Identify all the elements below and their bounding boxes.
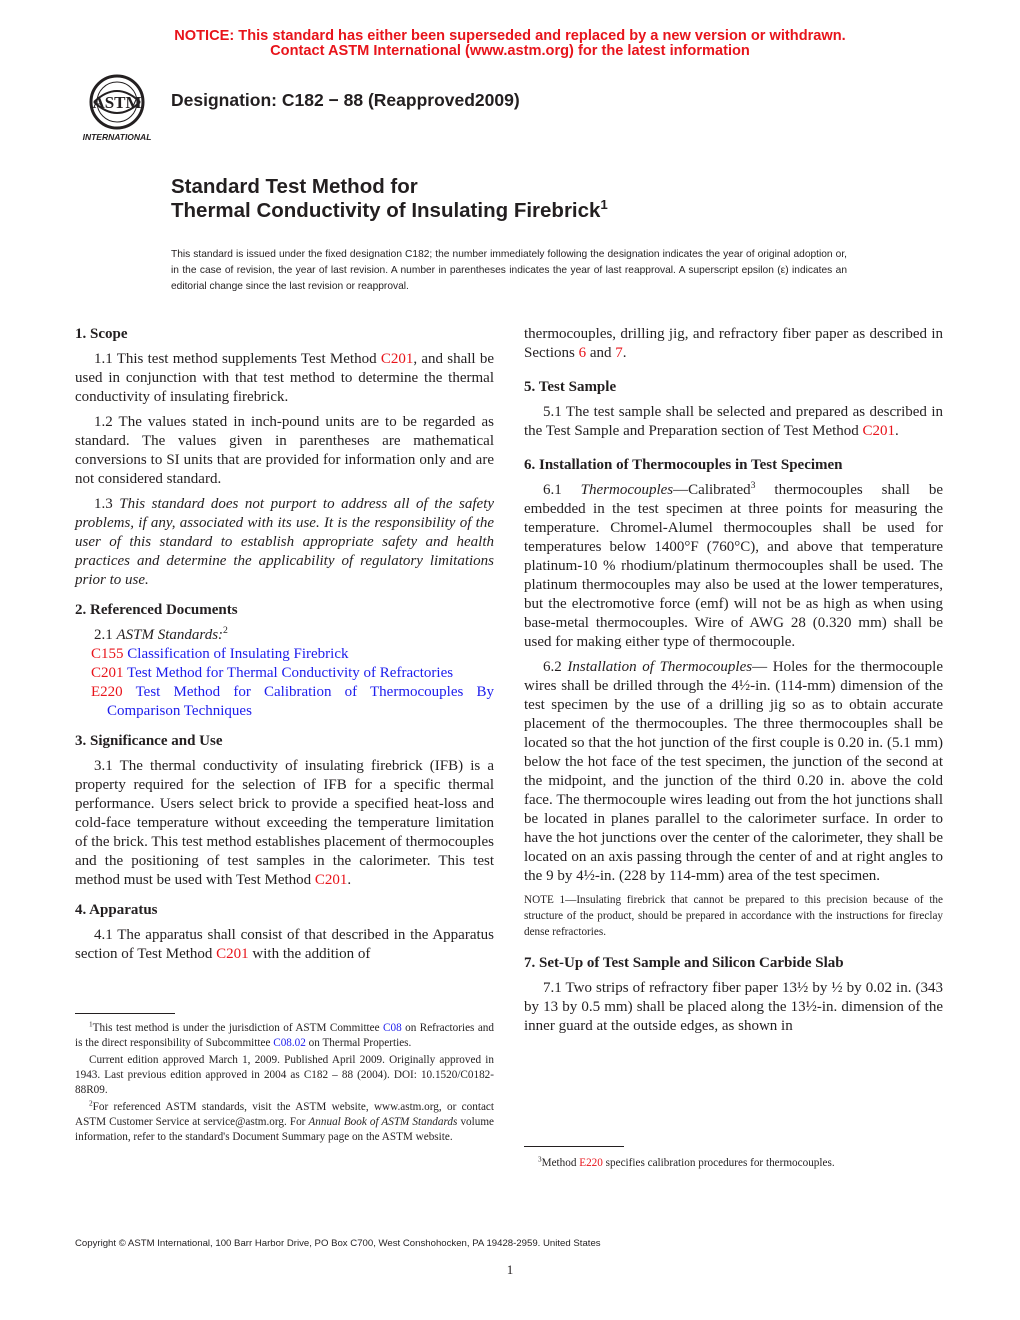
footnote-3-text-b: specifies calibration procedures for thermocouples.: [602, 1157, 835, 1169]
para-4-1: [75, 926, 494, 964]
para-2-1-text: ASTM Standards:: [116, 627, 224, 643]
ref-c201-code[interactable]: C201: [91, 665, 124, 681]
footnotes-left: [75, 1021, 494, 1145]
link-section-6[interactable]: 6: [578, 345, 587, 361]
astm-logo-mark: [74, 72, 160, 144]
footnote-1-text-c: on Thermal Properties.: [305, 1037, 412, 1049]
para-6-2-text: — Holes for the thermocouple wires shall be drilled through the 4½-in. (114-mm) dimension of the test specimen by the use of a drilling jig so as to obtain accurate placement of the thermocouples. The three thermocouples shall be located so that the hot junction of the first couple is 0.20 in. (5.1 mm) below the hot face of the test specimen, the junction of the second at the midpoint, and the junction of the third 0.20 in. above the cold face. The thermocouple wires leading out from the hot junctions shall be located in planes parallel to the calorimeter surface. In order to have the hot junctions over the center of the calorimeter, they shall be located on an axis passing through the center of and at right angles to the 9 by 4½-in. (228 by 114-mm) area of the test specimen.: [524, 659, 944, 884]
link-c08[interactable]: C08: [383, 1022, 402, 1034]
footnote-1-text-b: on Refractories and is the direct responsibility of Subcommittee: [75, 1022, 494, 1049]
footnote-3-text: Method: [541, 1157, 580, 1169]
para-1-3-text: This standard does not purport to address all of the safety problems, if any, associated with its use. It is the responsibility of the user of this standard to establish appropriate safety and health practices and determine the applicability of regulatory limitations prior to use.: [75, 496, 495, 588]
footnote-1: [75, 1021, 494, 1051]
footnote-rule-left: [75, 1013, 175, 1014]
footnote-2-text: For referenced ASTM standards, visit the ASTM website, www.astm.org, or contact ASTM Customer Service at service@astm.org. For: [75, 1101, 494, 1128]
para-6-1-sup: 3: [750, 480, 756, 491]
link-section-7[interactable]: 7: [615, 345, 623, 361]
footnote-3-mark: 3: [538, 1155, 542, 1164]
title-text: Thermal Conductivity of Insulating Firebrick: [171, 199, 601, 222]
para-6-1-title: Thermocouples: [580, 482, 674, 498]
para-7-1: 7.1 Two strips of refractory fiber paper 13½ by ½ by 0.02 in. (343 by 13 by 0.5 mm) shall be placed along the 13½-in. dimension of the inner guard at the outside edges, as shown in: [524, 980, 943, 1034]
title-line-1: Standard Test Method for: [171, 175, 418, 198]
right-column: [524, 325, 943, 1036]
footnote-3: [524, 1156, 943, 1171]
para-6-1: [524, 481, 943, 652]
para-1-2: 1.2 The values stated in inch-pound units are to be regarded as standard. The values given in parentheses are mathematical conversions to SI units that are provided for information only and are not considered standard.: [75, 414, 494, 487]
para-6-1-text: thermocouples shall be embedded in the test specimen at three points for measuring the temperature. Chromel-Alumel thermocouples shall be used for temperatures below 1400°F (760°C), and above that temperature platinum-10 % rhodium/platinum thermocouples shall be used. The platinum thermocouples may also be used at the lower temperatures, but the electromotive force (emf) will not be as high as when using base-metal thermocouples. Wire of AWG 28 (0.320 mm) shall be used for making either type of thermocouple.: [524, 482, 944, 650]
para-1-1-text-end: , and shall be used in conjunction with that test method to determine the thermal conductivity of insulating firebrick.: [75, 351, 494, 405]
ref-c155: [75, 645, 494, 664]
footnote-rule-right: [524, 1146, 624, 1147]
ref-c155-code[interactable]: C155: [91, 646, 124, 662]
title-footnote-mark: 1: [600, 197, 608, 213]
para-2-1-sup: 2: [223, 625, 228, 636]
section-7-heading: 7. Set-Up of Test Sample and Silicon Carbide Slab: [524, 955, 844, 971]
section-5-heading: 5. Test Sample: [524, 379, 617, 395]
apparatus-continued-and: and: [586, 345, 616, 361]
notice-line-1: NOTICE: This standard has either been superseded and replaced by a new version or withdrawn.: [174, 28, 846, 44]
footnote-1-edition: Current edition approved March 1, 2009. Published April 2009. Originally approved in 1943. Last previous edition approved in 2004 as C182 – 88 (2004). DOI: 10.1520/C0182-88R09.: [75, 1054, 494, 1096]
para-6-2-num: 6.2: [543, 659, 568, 675]
footnote-1-text: This test method is under the jurisdiction of ASTM Committee: [92, 1022, 384, 1034]
left-column: [75, 325, 494, 964]
section-1-heading: 1. Scope: [75, 326, 128, 342]
link-c201[interactable]: C201: [216, 946, 249, 962]
apparatus-continued: [524, 325, 943, 363]
section-4-heading: 4. Apparatus: [75, 902, 158, 918]
page-number: 1: [506, 1262, 514, 1277]
ref-e220-code[interactable]: E220: [91, 684, 123, 700]
section-6-heading: 6. Installation of Thermocouples in Test Specimen: [524, 457, 843, 473]
notice-line-2: Contact ASTM International (www.astm.org) for the latest information: [270, 43, 750, 59]
para-1-1-text: 1.1 This test method supplements Test Method: [94, 351, 381, 367]
ref-e220-title[interactable]: Test Method for Calibration of Thermocouples By Comparison Techniques: [107, 684, 494, 719]
para-6-2-title: Installation of Thermocouples: [567, 659, 753, 675]
section-2-heading: 2. Referenced Documents: [75, 602, 238, 618]
para-4-1-end: with the addition of: [248, 946, 371, 962]
apparatus-continued-text: thermocouples, drilling jig, and refractory fiber paper as described in Sections: [524, 326, 943, 361]
footnote-2: [75, 1100, 494, 1145]
para-3-1-text: 3.1 The thermal conductivity of insulating firebrick (IFB) is a property required for the selection of IFB for a specific thermal performance. Users select brick to provide a specified heat-loss and cold-face temperature without exceeding the temperature limitation of the brick. This test method establishes placement of thermocouples and the positioning of test samples in the calorimeter. This test method must be used with Test Method: [75, 758, 494, 888]
note-1-label: NOTE 1: [524, 894, 566, 906]
link-e220[interactable]: E220: [579, 1157, 603, 1169]
ref-c201: [75, 664, 494, 683]
footnote-1-mark: 1: [89, 1020, 93, 1029]
apparatus-continued-end: .: [622, 345, 627, 361]
para-6-2: [524, 658, 943, 886]
para-1-1: [75, 350, 494, 407]
ref-c201-title[interactable]: Test Method for Thermal Conductivity of Refractories: [123, 665, 454, 681]
astm-logo: [74, 72, 160, 144]
footnotes-right: [524, 1156, 943, 1171]
link-c08-02[interactable]: C08.02: [273, 1037, 306, 1049]
ref-c155-title[interactable]: Classification of Insulating Firebrick: [123, 646, 349, 662]
link-c201[interactable]: C201: [380, 351, 414, 367]
section-3-heading: 3. Significance and Use: [75, 733, 223, 749]
note-1-text: —Insulating firebrick that cannot be prepared to this precision because of the structure of the product, should be prepared in accordance with the instructions for fireclay dense refractories.: [524, 894, 943, 938]
link-c201[interactable]: C201: [314, 872, 348, 888]
para-1-3-num: 1.3: [94, 496, 120, 512]
para-5-1-text: 5.1 The test sample shall be selected and prepared as described in the Test Sample and Preparation section of Test Method: [524, 404, 943, 439]
note-1: [524, 892, 943, 940]
title-line-2: [171, 199, 608, 223]
para-4-1-text: 4.1 The apparatus shall consist of that described in the Apparatus section of Test Method: [75, 927, 494, 962]
link-c201[interactable]: C201: [862, 423, 896, 439]
logo-letters: ASTM: [92, 93, 142, 112]
designation: Designation: C182 − 88 (Reapproved2009): [171, 90, 520, 110]
para-3-1-end: .: [347, 872, 352, 888]
para-3-1: [75, 757, 494, 890]
para-5-1-end: .: [895, 423, 899, 439]
footnote-2-text-b: volume information, refer to the standard's Document Summary page on the ASTM website.: [75, 1116, 494, 1143]
ref-e220: [75, 683, 494, 721]
logo-subtext: INTERNATIONAL: [82, 132, 152, 142]
footnote-2-mark: 2: [89, 1099, 93, 1108]
intro-paragraph: This standard is issued under the fixed designation C182; the number immediately following the designation indicates the year of original adoption or, in the case of revision, the year of last revision. A number in parentheses indicates the year of last reapproval. A superscript epsilon (ε) indicates an editorial change since the last revision or reapproval.: [171, 249, 847, 292]
para-6-1-num: 6.1: [543, 482, 581, 498]
para-6-1-lead: —Calibrated: [673, 482, 751, 498]
footnote-2-italic: Annual Book of ASTM Standards: [308, 1116, 458, 1128]
para-5-1: [524, 403, 943, 441]
para-2-1-num: 2.1: [94, 627, 117, 643]
para-1-3: [75, 495, 494, 590]
copyright-footer: Copyright © ASTM International, 100 Barr Harbor Drive, PO Box C700, West Conshohocken, PA 19428-2959. United States: [75, 1238, 601, 1249]
para-2-1: [75, 626, 494, 645]
